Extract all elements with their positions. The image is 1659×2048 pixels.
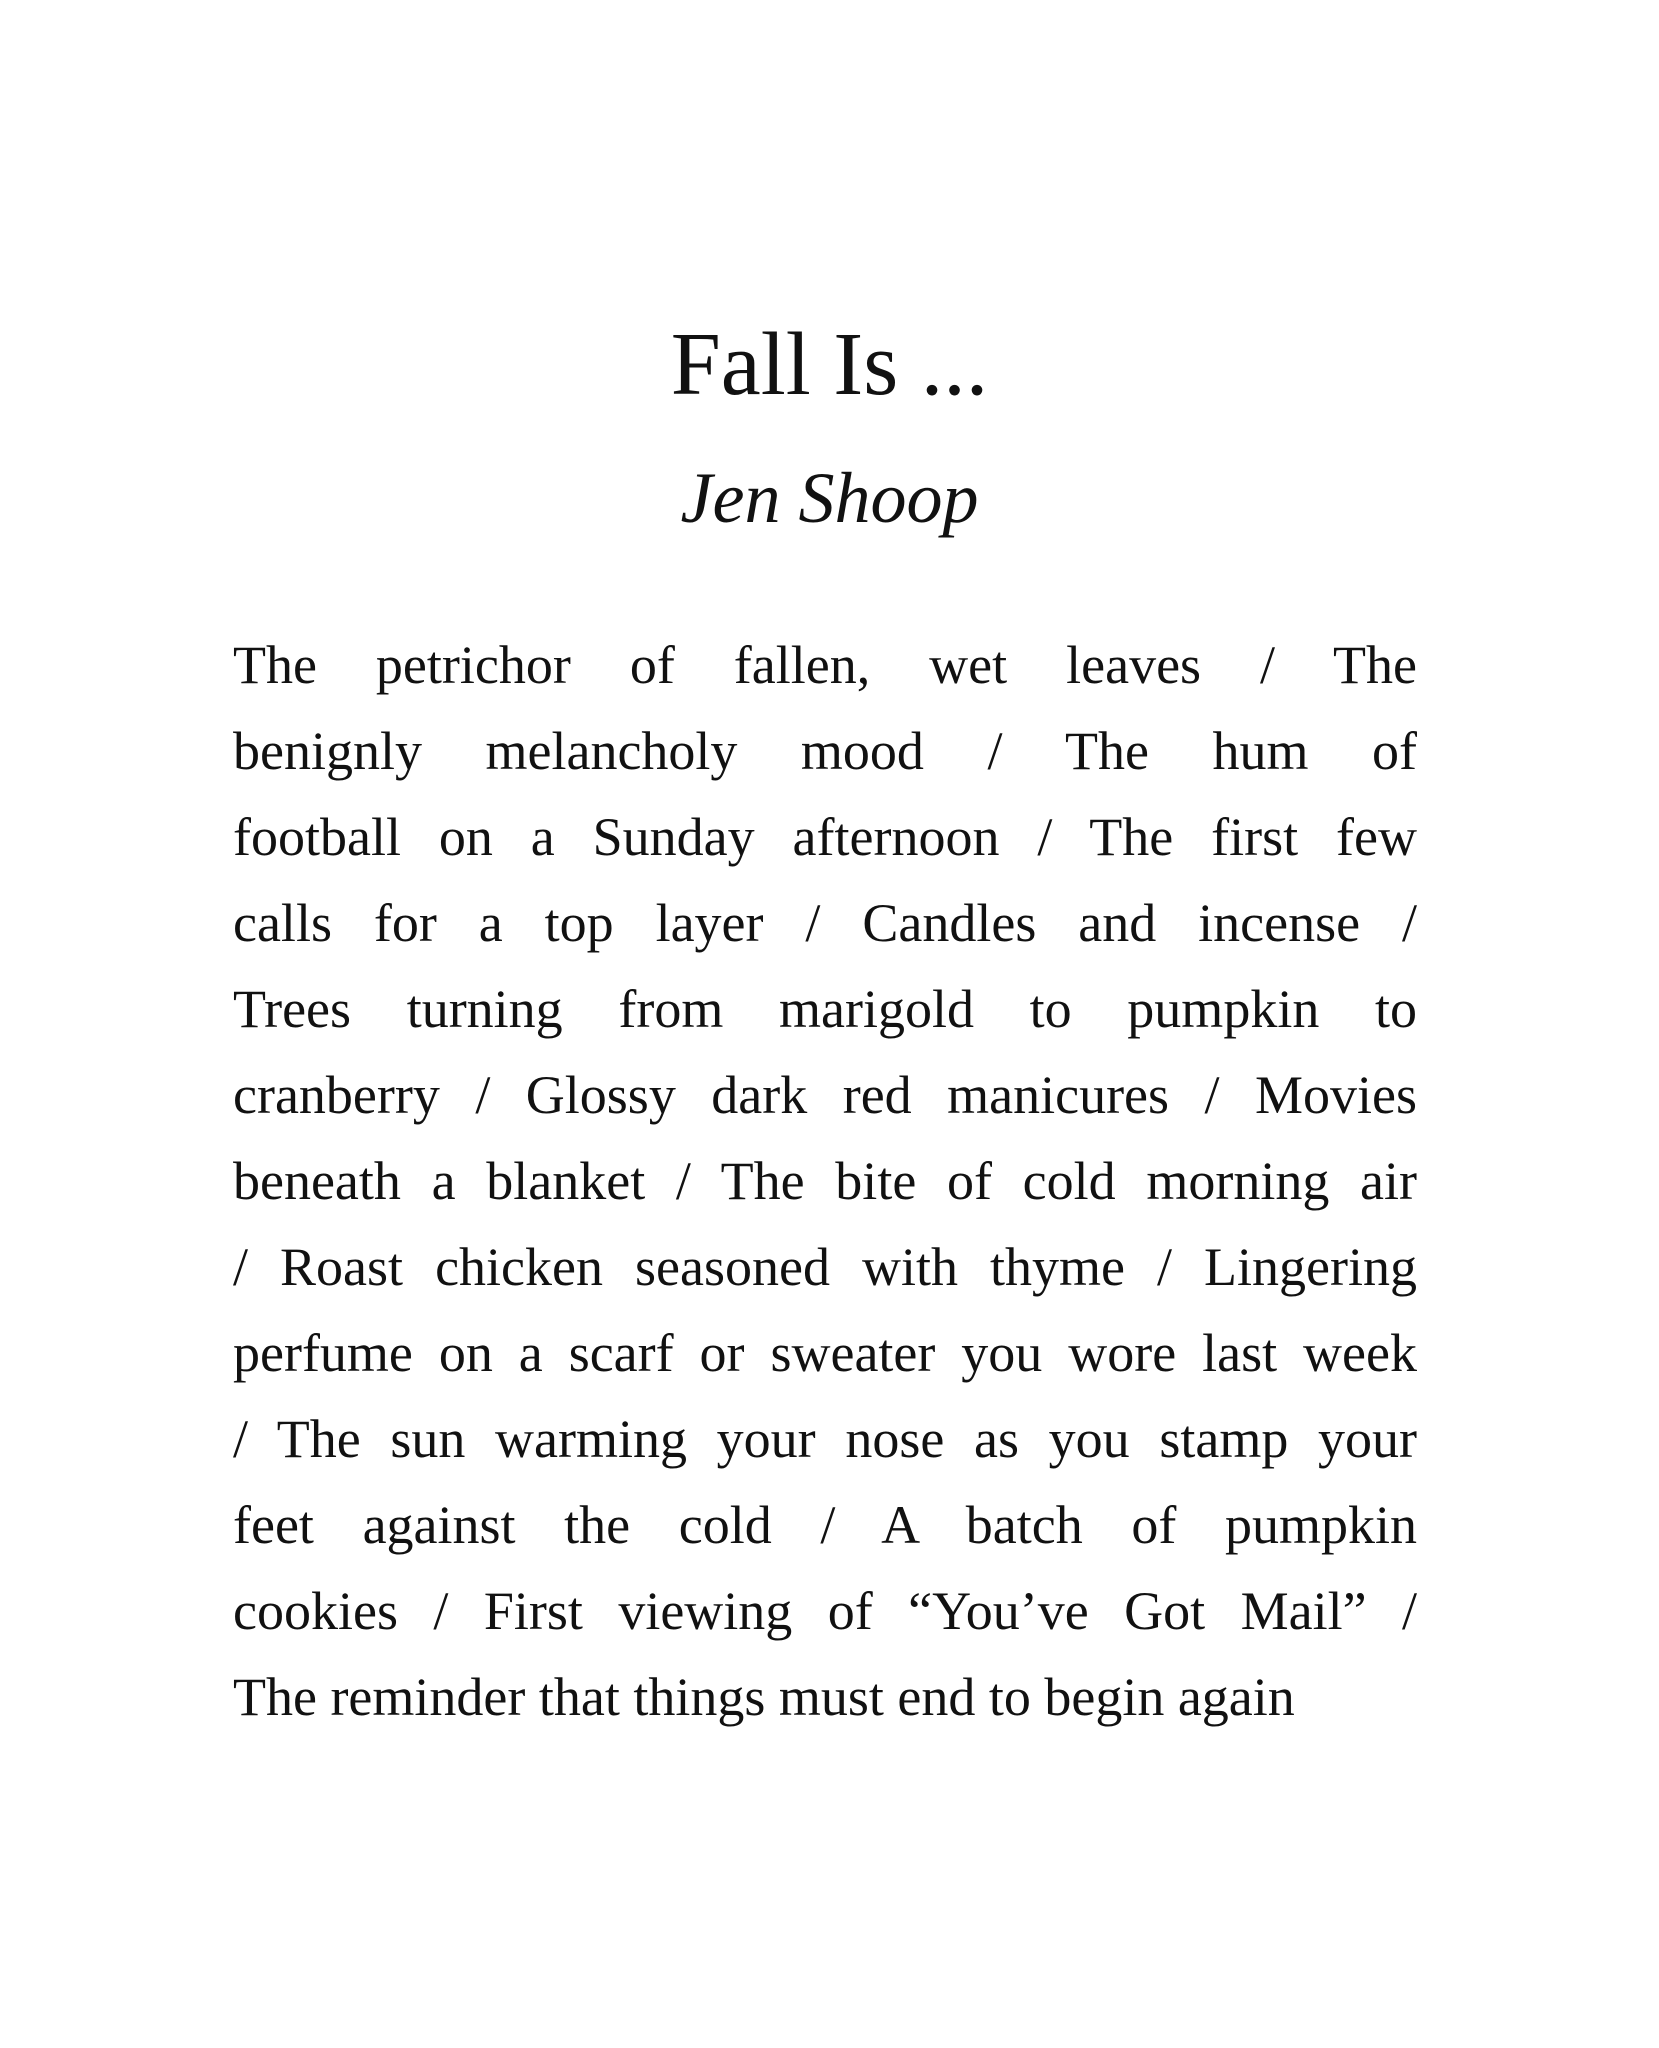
poem-line: benignly melancholy mood / The hum of <box>233 721 1417 781</box>
poem-author: Jen Shoop <box>680 458 979 538</box>
poem-line: / The sun warming your nose as you stamp your <box>233 1409 1417 1469</box>
poem-title: Fall Is ... <box>670 315 989 414</box>
poem-line: cookies / First viewing of “You’ve Got Mail” / <box>233 1581 1417 1641</box>
poem-line: The reminder that things must end to begin again <box>233 1667 1295 1727</box>
poem-body <box>233 622 1417 1740</box>
poem-line: cranberry / Glossy dark red manicures / Movies <box>233 1065 1417 1125</box>
poem-line: Trees turning from marigold to pumpkin to <box>233 979 1417 1039</box>
poem-line: perfume on a scarf or sweater you wore last week <box>233 1323 1417 1383</box>
poem-line: football on a Sunday afternoon / The first few <box>233 807 1417 867</box>
poem-line: calls for a top layer / Candles and incense / <box>233 893 1417 953</box>
poem-line: / Roast chicken seasoned with thyme / Lingering <box>233 1237 1417 1297</box>
poem-line: beneath a blanket / The bite of cold morning air <box>233 1151 1417 1211</box>
poem-line: The petrichor of fallen, wet leaves / The <box>233 635 1417 695</box>
poem-line: feet against the cold / A batch of pumpkin <box>233 1495 1417 1555</box>
